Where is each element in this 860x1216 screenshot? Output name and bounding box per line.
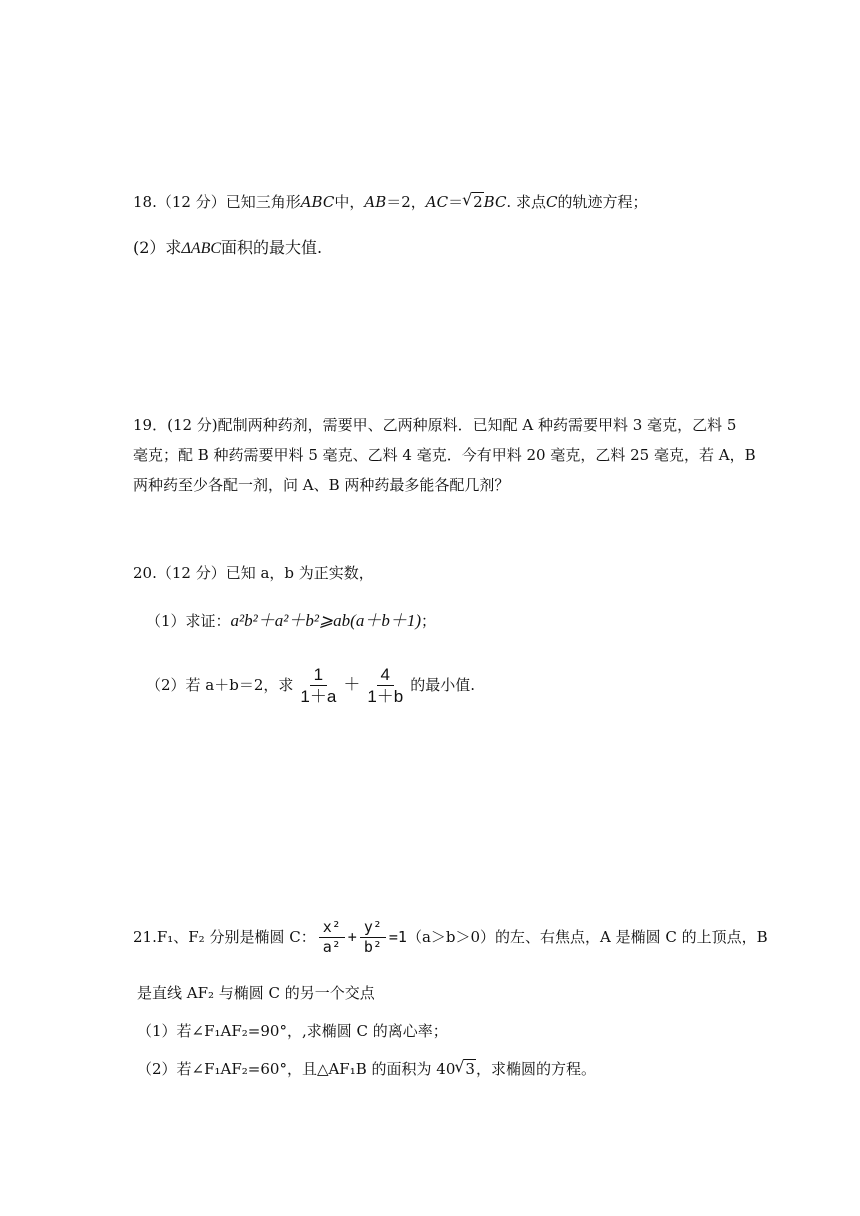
- q19-line2: 毫克；配 B 种药需要甲料 5 毫克、乙料 4 毫克．今有甲料 20 毫克，乙料 25 毫克，若 A，B: [133, 446, 756, 464]
- q20-part1-end: ；: [421, 612, 437, 630]
- q21-ellipse-plus: +: [347, 928, 357, 946]
- q21-line3: （1）若∠F₁AF₂=90°，,求椭圆 C 的离心率；: [137, 1022, 448, 1040]
- q21-sqrt-arg: 3: [465, 1060, 475, 1078]
- q21-line4-suffix: ，求椭圆的方程。: [475, 1060, 596, 1078]
- q18-c: C: [545, 193, 558, 211]
- q18-text-zhong: 中，: [334, 193, 365, 211]
- sqrt-symbol: [455, 1062, 476, 1077]
- q19-line1: 19．(12 分)配制两种药剂，需要甲、乙两种原料．已知配 A 种药需要甲料 3 毫克，乙料 5: [133, 416, 737, 434]
- q18-abc: ABC: [300, 193, 335, 211]
- q18-triangle: ΔABC: [181, 240, 222, 257]
- q20-part2: [146, 666, 475, 705]
- q18-ac: AC: [425, 193, 449, 211]
- q21-ellipse-a: a²: [322, 938, 341, 956]
- q20-fraction-1: [296, 666, 340, 705]
- q21-ellipse-y: y²: [360, 920, 386, 938]
- q21-line4: [137, 1062, 596, 1077]
- q20-part1: [146, 612, 436, 629]
- q18-line2: [133, 240, 322, 257]
- q20-frac2-num: 4: [377, 666, 394, 686]
- q20-fraction-2: [363, 666, 407, 705]
- q18-trail: 的轨迹方程；: [557, 193, 648, 211]
- q18-part2-label: (2）求: [133, 238, 182, 257]
- q21-line4-prefix: （2）若∠F₁AF₂=60°，且△AF₁B 的面积为 40: [137, 1060, 456, 1078]
- q21-suffix: （a＞b＞0）的左、右焦点，A 是椭圆 C 的上顶点，B: [406, 928, 768, 946]
- q18-part2-text: 面积的最大值.: [221, 238, 323, 257]
- q20-inequality: a²b²＋a²＋b²⩾ab(a＋b＋1): [230, 611, 421, 630]
- q21-ellipse-x: x²: [319, 920, 345, 938]
- q20-frac2-den: 1＋b: [367, 687, 404, 706]
- q20-frac1-num: 1: [310, 666, 327, 686]
- q20-line1: 20.（12 分）已知 a，b 为正实数，: [133, 564, 374, 582]
- q21-ellipse-frac-x: [319, 920, 345, 955]
- q18-eq: ＝: [448, 193, 464, 211]
- q21-line1: [133, 920, 768, 955]
- sqrt-symbol: [463, 195, 484, 210]
- q20-plus: ＋: [343, 675, 361, 695]
- q18-eq2: ＝2，: [386, 193, 426, 211]
- q18-text: 18.（12 分）已知三角形: [133, 193, 301, 211]
- q21-line2: 是直线 AF₂ 与椭圆 C 的另一个交点: [137, 984, 375, 1002]
- q21-ellipse-b: b²: [363, 938, 382, 956]
- q21-prefix: 21.F₁、F₂ 分别是椭圆 C：: [133, 928, 316, 946]
- q18-find: . 求点: [506, 193, 546, 211]
- q21-ellipse-frac-y: [360, 920, 386, 955]
- q20-part2-end: 的最小值.: [410, 676, 476, 694]
- q20-part2-label: （2）若 a＋b＝2，求: [146, 676, 294, 694]
- q18-sqrt-arg: 2: [473, 193, 483, 211]
- q21-ellipse-eq: =1: [388, 928, 407, 946]
- q18-bc: BC: [483, 193, 507, 211]
- q19-line3: 两种药至少各配一剂，问 A、B 两种药最多能各配几剂？: [133, 476, 510, 494]
- q18-line1: [133, 195, 647, 210]
- q20-frac1-den: 1＋a: [300, 687, 337, 706]
- q18-ab: AB: [364, 193, 387, 211]
- q20-part1-label: （1）求证：: [146, 612, 231, 630]
